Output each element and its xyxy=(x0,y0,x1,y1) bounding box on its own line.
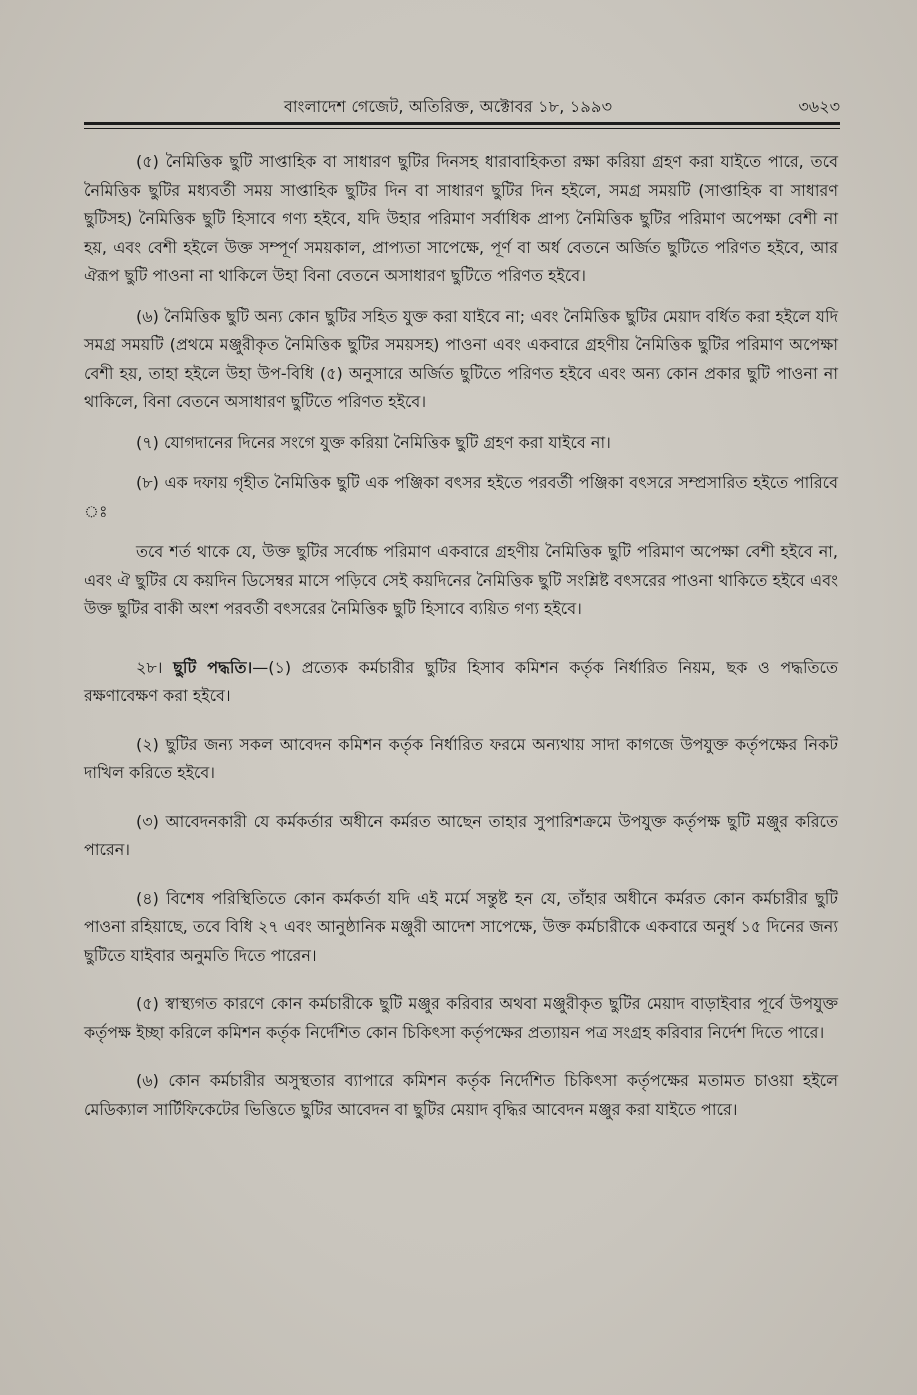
paragraph-6: (৬) নৈমিত্তিক ছুটি অন্য কোন ছুটির সহিত যুক্ত করা যাইবে না; এবং নৈমিত্তিক ছুটির মেয়াদ বর্ধিত করা হইলে যদি সমগ্র সময়টি (প্রথমে মঞ্জুরীকৃত নৈমিত্তিক ছুটির সময়সহ) পাওনা এবং একবারে গ্রহণীয় নৈমিত্তিক ছুটির পরিমাণ অপেক্ষা বেশী হয়, তাহা হইলে উহা উপ-বিধি (৫) অনুসারে অর্জিত ছুটিতে পরিণত হইবে এবং অন্য কোন প্রকার ছুটি পাওনা না থাকিলে, বিনা বেতনে অসাধারণ ছুটিতে পরিণত হইবে। xyxy=(84,306,838,411)
section-28-clause-2: (২) ছুটির জন্য সকল আবেদন কমিশন কর্তৃক নির্ধারিত ফরমে অন্যথায় সাদা কাগজে উপযুক্ত কর্তৃপক্ষের নিকট দাখিল করিতে হইবে। xyxy=(84,734,838,782)
page-header xyxy=(84,92,840,122)
header-title: বাংলাদেশ গেজেট, অতিরিক্ত, অক্টোবর ১৮, ১৯৯৩ xyxy=(284,97,613,116)
paragraph-8: (৮) এক দফায় গৃহীত নৈমিত্তিক ছুটি এক পঞ্জিকা বৎসর হইতে পরবর্তী পঞ্জিকা বৎসরে সম্প্রসারিত হইতে পারিবে ঃ xyxy=(84,473,838,521)
page-number: ৩৬২৩ xyxy=(798,97,840,116)
page-body xyxy=(84,148,838,1124)
section-number: ২৮। xyxy=(136,657,174,677)
section-28-clause-4: (৪) বিশেষ পরিস্থিতিতে কোন কর্মকর্তা যদি এই মর্মে সন্তুষ্ট হন যে, তাঁহার অধীনে কর্মরত কোন কর্মচারীর ছুটি পাওনা রহিয়াছে, তবে বিধি ২৭ এবং আনুষ্ঠানিক মঞ্জুরী আদেশ সাপেক্ষে, উক্ত কর্মচারীকে একবারে অনুর্ধ ১৫ দিনের জন্য ছুটিতে যাইবার অনুমতি দিতে পারেন। xyxy=(84,888,838,965)
header-rule-thick xyxy=(84,122,840,125)
section-28-clause-6: (৬) কোন কর্মচারীর অসুস্থতার ব্যাপারে কমিশন কর্তৃক নির্দেশিত চিকিৎসা কর্তৃপক্ষের মতামত চাওয়া হইলে মেডিক্যাল সার্টিফিকেটের ভিত্তিতে ছুটির আবেদন বা ছুটির মেয়াদ বৃদ্ধির আবেদন মঞ্জুর করা যাইতে পারে। xyxy=(84,1071,838,1119)
section-28-clause-3: (৩) আবেদনকারী যে কর্মকর্তার অধীনে কর্মরত আছেন তাহার সুপারিশক্রমে উপযুক্ত কর্তৃপক্ষ ছুটি মঞ্জুর করিতে পারেন। xyxy=(84,811,838,859)
section-28-clause-5: (৫) স্বাস্থ্যগত কারণে কোন কর্মচারীকে ছুটি মঞ্জুর করিবার অথবা মঞ্জুরীকৃত ছুটির মেয়াদ বাড়াইবার পূর্বে উপযুক্ত কর্তৃপক্ষ ইচ্ছা করিলে কমিশন কর্তৃক নির্দেশিত কোন চিকিৎসা কর্তৃপক্ষের প্রত্যায়ন পত্র সংগ্রহ করিবার নির্দেশ দিতে পারে। xyxy=(84,994,838,1042)
section-28-text: —(১) প্রত্যেক কর্মচারীর ছুটির হিসাব কমিশন কর্তৃক নির্ধারিত নিয়ম, ছক ও পদ্ধতিতে রক্ষণাবেক্ষণ করা হইবে। xyxy=(84,657,838,705)
paragraph-7: (৭) যোগদানের দিনের সংগে যুক্ত করিয়া নৈমিত্তিক ছুটি গ্রহণ করা যাইবে না। xyxy=(136,432,611,452)
section-heading: ছুটি পদ্ধতি। xyxy=(173,657,253,677)
paragraph-5: (৫) নৈমিত্তিক ছুটি সাপ্তাহিক বা সাধারণ ছুটির দিনসহ ধারাবাহিকতা রক্ষা করিয়া গ্রহণ করা যাইতে পারে, তবে নৈমিত্তিক ছুটির মধ্যবর্তী সময় সাপ্তাহিক ছুটির দিন বা সাধারণ ছুটির দিন হইলে, সমগ্র সময়টি (সাপ্তাহিক বা সাধারণ ছুটিসহ) নৈমিত্তিক ছুটি হিসাবে গণ্য হইবে, যদি উহার পরিমাণ সর্বাধিক প্রাপ্য নৈমিত্তিক ছুটির পরিমাণ অপেক্ষা বেশী না হয়, এবং বেশী হইলে উক্ত সম্পূর্ণ সময়কাল, প্রাপ্যতা সাপেক্ষে, পূর্ণ বা অর্ধ বেতনে অর্জিত ছুটিতে পরিণত হইবে, আর ঐরূপ ছুটি পাওনা না থাকিলে উহা বিনা বেতনে অসাধারণ ছুটিতে পরিণত হইবে। xyxy=(84,152,838,285)
section-28-paragraph xyxy=(84,654,838,711)
proviso-paragraph: তবে শর্ত থাকে যে, উক্ত ছুটির সর্বোচ্চ পরিমাণ একবারে গ্রহণীয় নৈমিত্তিক ছুটি পরিমাণ অপেক্ষা বেশী হইবে না, এবং ঐ ছুটির যে কয়দিন ডিসেম্বর মাসে পড়িবে সেই কয়দিনের নৈমিত্তিক ছুটি সংশ্লিষ্ট বৎসরের পাওনা থাকিতে হইবে এবং উক্ত ছুটির বাকী অংশ পরবর্তী বৎসরের নৈমিত্তিক ছুটি হিসাবে ব্যয়িত গণ্য হইবে। xyxy=(84,542,838,618)
header-rule-thin xyxy=(84,128,840,129)
